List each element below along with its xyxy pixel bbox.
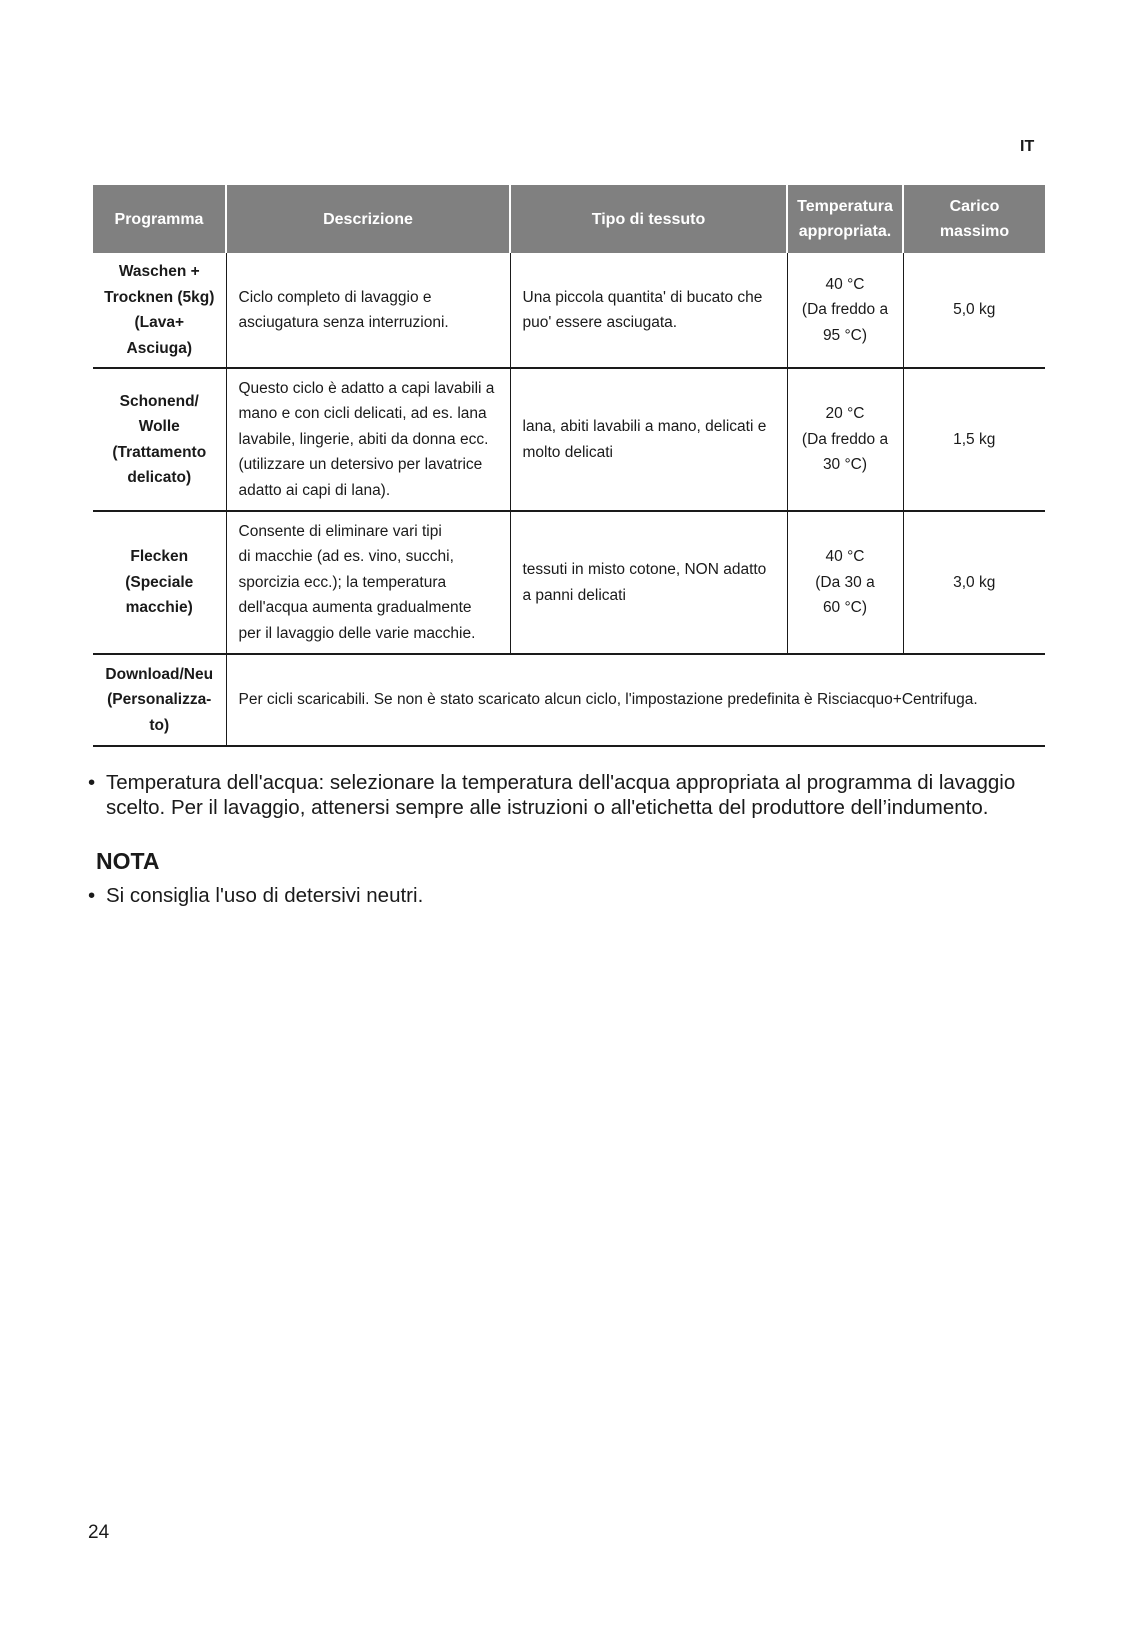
fabric-cell: [510, 253, 787, 368]
column-header-description: Descrizione: [226, 185, 510, 253]
bullet-icon: •: [88, 884, 96, 907]
program-name-line: macchie): [125, 599, 193, 617]
load-cell: 3,0 kg: [903, 511, 1045, 654]
column-header-temperature: [787, 185, 903, 253]
program-name-cell: [93, 253, 226, 368]
temperature-line: 95 °C): [822, 326, 868, 344]
program-name-line: Waschen +: [118, 263, 200, 280]
description-line: Per cicli scaricabili. Se non è stato scaricato alcun ciclo, l'impostazione predefinita è Risciacquo+Centrifuga.: [238, 691, 978, 709]
fabric-cell: [510, 368, 787, 511]
program-name-line: Flecken: [130, 548, 189, 566]
temperature-line: 40 °C: [825, 275, 865, 293]
description-line: sporcizia ecc.); la temperatura: [238, 573, 447, 591]
language-tag: IT: [1020, 138, 1035, 155]
nota-body: [88, 883, 423, 908]
table-row: [93, 368, 1045, 511]
bullet-icon: •: [88, 771, 96, 794]
program-name-line: delicato): [127, 469, 192, 486]
note-line: scelto. Per il lavaggio, attenersi sempre alle istruzioni o all'etichetta del produttore dell’indumento.: [106, 796, 989, 819]
nota-heading: NOTA: [96, 848, 160, 874]
program-name-line: (Personalizza-: [107, 691, 212, 709]
fabric-line: puo' essere asciugata.: [522, 314, 678, 331]
description-line: dell'acqua aumenta gradualmente: [238, 599, 472, 617]
column-header-temperature-line: Temperatura: [797, 198, 893, 215]
description-line: asciugatura senza interruzioni.: [238, 314, 449, 331]
fabric-line: Una piccola quantita' di bucato che: [522, 288, 763, 306]
description-line: Consente di eliminare vari tipi: [238, 522, 442, 540]
temperature-cell: [787, 253, 903, 368]
description-line: mano e con cicli delicati, ad es. lana: [238, 405, 487, 423]
description-line: adatto ai capi di lana).: [238, 481, 391, 499]
description-line: di macchie (ad es. vino, succhi,: [238, 548, 454, 566]
load-cell: 1,5 kg: [903, 368, 1045, 511]
description-line: lavabile, lingerie, abiti da donna ecc.: [238, 430, 489, 448]
temperature-line: (Da 30 a: [815, 573, 875, 591]
description-cell: [226, 368, 510, 511]
program-table: [93, 185, 1045, 747]
load-cell: 5,0 kg: [903, 253, 1045, 368]
bullet-item: [88, 770, 1088, 820]
temperature-line: (Da freddo a: [801, 430, 889, 448]
column-header-fabric: Tipo di tessuto: [510, 185, 787, 253]
column-header-load-line: Carico: [949, 198, 1000, 215]
description-line: per il lavaggio delle varie macchie.: [238, 624, 476, 642]
fabric-line: tessuti in misto cotone, NON adatto: [522, 561, 767, 578]
water-temperature-note: [88, 770, 1088, 820]
note-line: Temperatura dell'acqua: selezionare la temperatura dell'acqua appropriata al programma di lavaggio: [106, 771, 1016, 794]
description-line: Questo ciclo è adatto a capi lavabili a: [238, 379, 495, 397]
temperature-line: 60 °C): [822, 599, 868, 617]
program-name-cell: [93, 654, 226, 746]
program-name-line: Schonend/: [119, 392, 199, 410]
page-number: 24: [88, 1522, 110, 1543]
program-name-line: (Lava+: [134, 314, 185, 331]
program-name-line: Wolle: [138, 418, 180, 435]
bullet-item: [88, 883, 423, 908]
nota-text: Si consiglia l'uso di detersivi neutri.: [106, 884, 424, 907]
program-name-line: (Trattamento: [112, 443, 207, 461]
program-name-cell: [93, 511, 226, 654]
program-name-cell: [93, 368, 226, 511]
description-line: Ciclo completo di lavaggio e: [238, 288, 432, 306]
fabric-cell: [510, 511, 787, 654]
description-cell: [226, 511, 510, 654]
description-cell: [226, 654, 1045, 746]
temperature-cell: [787, 511, 903, 654]
temperature-line: (Da freddo a: [801, 301, 889, 319]
column-header-temperature-line: appropriata.: [798, 223, 892, 240]
column-header-program: Programma: [93, 185, 226, 253]
temperature-cell: [787, 368, 903, 511]
program-name-line: Trocknen (5kg): [104, 288, 215, 306]
description-cell: [226, 253, 510, 368]
description-line: (utilizzare un detersivo per lavatrice: [238, 456, 483, 474]
program-name-line: Asciuga): [126, 339, 192, 357]
table-header-row: [93, 185, 1045, 253]
table-row: [93, 253, 1045, 368]
column-header-load: [903, 185, 1045, 253]
table-row: [93, 654, 1045, 746]
temperature-line: 20 °C: [825, 405, 865, 423]
temperature-line: 30 °C): [822, 456, 868, 474]
column-header-load-line: massimo: [939, 223, 1010, 240]
temperature-line: 40 °C: [825, 548, 865, 566]
table-row: [93, 511, 1045, 654]
fabric-line: a panni delicati: [522, 586, 626, 604]
fabric-line: lana, abiti lavabili a mano, delicati e: [522, 418, 767, 435]
program-name-line: Download/Neu: [105, 665, 214, 683]
program-name-line: to): [149, 716, 170, 734]
program-name-line: (Speciale: [125, 573, 194, 591]
fabric-line: molto delicati: [522, 443, 613, 461]
